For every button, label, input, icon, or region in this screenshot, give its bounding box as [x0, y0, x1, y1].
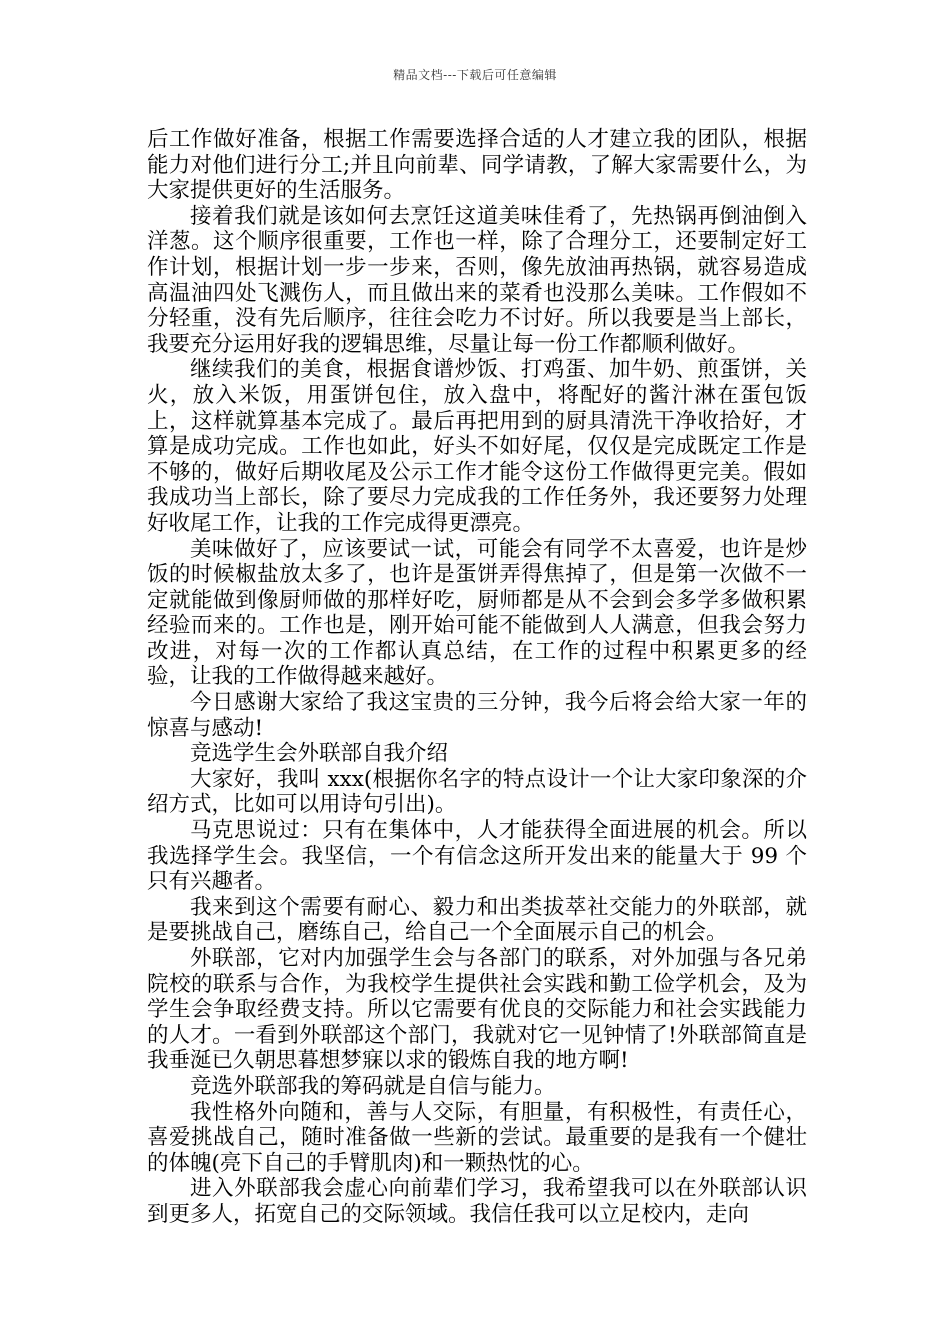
paragraph-marx-quote: 马克思说过：只有在集体中，人才能获得全面进展的机会。所以我选择学生会。我坚信，一个有信念这所开发出来的能量大于 99 个只有兴趣者。 — [147, 818, 807, 895]
paragraph-confidence: 竞选外联部我的筹码就是自信与能力。 — [190, 1073, 556, 1099]
section-title: 竞选学生会外联部自我介绍 — [190, 741, 449, 767]
paragraph-continuation: 后工作做好准备，根据工作需要选择合适的人才建立我的团队，根据能力对他们进行分工;并且向前辈、同学请教，了解大家需要什么，为大家提供更好的生活服务。 — [147, 127, 807, 204]
paragraph-tasting: 美味做好了，应该要试一试，可能会有同学不太喜爱，也许是炒饭的时候椒盐放太多了，也许是蛋饼弄得焦掉了，但是第一次做不一定就能做到像厨师做的那样好吃，厨师都是从不会到会多学多做积累经验而来的。工作也是，刚开始可能不能做到人人满意，但我会努力改进，对每一次的工作都认真总结，在工作的过程中积累更多的经验，让我的工作做得越来越好。 — [147, 536, 807, 690]
paragraph-greeting: 大家好，我叫 xxx(根据你名字的特点设计一个让大家印象深的介绍方式，比如可以用诗句引出)。 — [147, 766, 807, 818]
document-body — [147, 127, 807, 1228]
paragraph-finishing-work: 继续我们的美食，根据食谱炒饭、打鸡蛋、加牛奶、煎蛋饼，关火，放入米饭，用蛋饼包住，放入盘中，将配好的酱汁淋在蛋包饭上，这样就算基本完成了。最后再把用到的厨具清洗干净收拾好，才算是成功完成。工作也如此，好头不如好尾，仅仅是完成既定工作是不够的，做好后期收尾及公示工作才能令这份工作做得更完美。假如我成功当上部长，除了要尽力完成我的工作任务外，我还要努力处理好收尾工作，让我的工作完成得更漂亮。 — [147, 357, 807, 536]
page-header: 精品文档---下载后可任意编辑 — [393, 68, 557, 82]
paragraph-department-role: 外联部，它对内加强学生会与各部门的联系，对外加强与各兄弟院校的联系与合作，为我校学生提供社会实践和勤工俭学机会，及为学生会争取经费支持。所以它需要有优良的交际能力和社会实践能力的人才。一看到外联部这个部门，我就对它一见钟情了!外联部简直是我垂涎已久朝思暮想梦寐以求的锻炼自我的地方啊! — [147, 946, 807, 1074]
paragraph-challenge: 我来到这个需要有耐心、毅力和出类拔萃社交能力的外联部，就是要挑战自己，磨练自己，给自己一个全面展示自己的机会。 — [147, 894, 807, 946]
paragraph-learning: 进入外联部我会虚心向前辈们学习，我希望我可以在外联部认识到更多人，拓宽自己的交际领域。我信任我可以立足校内，走向 — [147, 1176, 807, 1227]
paragraph-personality: 我性格外向随和，善与人交际，有胆量，有积极性，有责任心，喜爱挑战自己，随时准备做一些新的尝试。最重要的是我有一个健壮的体魄(亮下自己的手臂肌肉)和一颗热忱的心。 — [147, 1099, 807, 1176]
paragraph-cooking-order: 接着我们就是该如何去烹饪这道美味佳肴了，先热锅再倒油倒入洋葱。这个顺序很重要，工作也一样，除了合理分工，还要制定好工作计划，根据计划一步一步来，否则，像先放油再热锅，就容易造成高温油四处飞溅伤人，而且做出来的菜肴也没那么美味。工作假如不分轻重，没有先后顺序，往往会吃力不讨好。所以我要是当上部长，我要充分运用好我的逻辑思维，尽量让每一份工作都顺利做好。 — [147, 203, 807, 357]
paragraph-thanks: 今日感谢大家给了我这宝贵的三分钟，我今后将会给大家一年的惊喜与感动! — [147, 690, 807, 741]
